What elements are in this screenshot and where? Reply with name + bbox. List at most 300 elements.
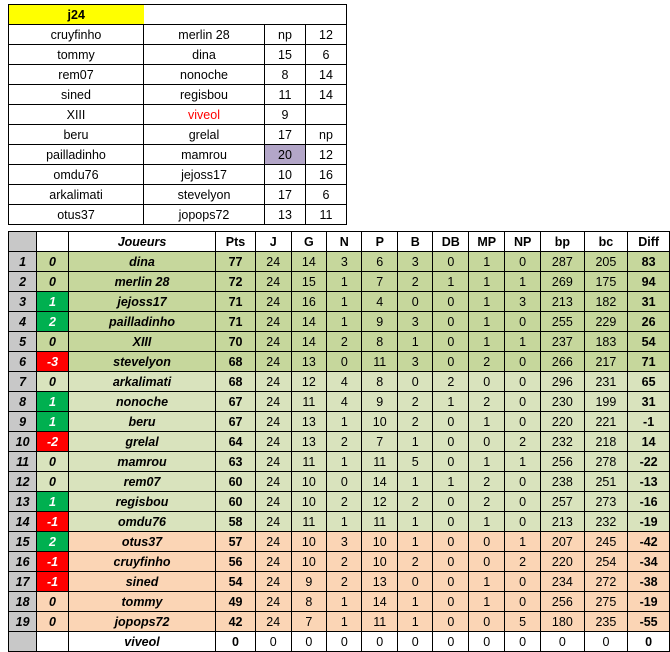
points-cell: 68 — [216, 372, 256, 392]
points-cell: 63 — [216, 452, 256, 472]
rank-cell: 17 — [9, 572, 37, 592]
rank-cell: 11 — [9, 452, 37, 472]
np-cell: 0 — [505, 392, 541, 412]
mp-cell: 0 — [469, 532, 505, 552]
match-home: beru — [9, 125, 144, 145]
draw-cell: 1 — [327, 612, 362, 632]
np-cell: 0 — [505, 372, 541, 392]
lost-cell: 11 — [362, 452, 398, 472]
bp-cell: 220 — [541, 412, 585, 432]
match-away-score: 14 — [306, 85, 347, 105]
points-cell: 72 — [216, 272, 256, 292]
db-cell: 0 — [433, 292, 469, 312]
match-away: merlin 28 — [144, 25, 265, 45]
player-name: tommy — [68, 592, 215, 612]
np-cell: 0 — [505, 312, 541, 332]
bonus-cell: 2 — [398, 392, 433, 412]
played-cell: 0 — [255, 632, 291, 652]
mp-cell: 0 — [469, 552, 505, 572]
match-row — [9, 65, 347, 85]
rank-cell: 16 — [9, 552, 37, 572]
bc-cell: 232 — [584, 512, 628, 532]
points-cell: 57 — [216, 532, 256, 552]
standings-row — [9, 632, 670, 652]
col-header-j: J — [255, 232, 291, 252]
match-away: viveol — [144, 105, 265, 125]
bp-cell: 232 — [541, 432, 585, 452]
standings-row — [9, 612, 670, 632]
diff-cell: -13 — [628, 472, 670, 492]
match-away-score: 6 — [306, 185, 347, 205]
bonus-cell: 2 — [398, 492, 433, 512]
matches-title-row — [9, 5, 347, 25]
played-cell: 24 — [255, 472, 291, 492]
match-home: omdu76 — [9, 165, 144, 185]
rank-cell: 12 — [9, 472, 37, 492]
bp-cell: 266 — [541, 352, 585, 372]
standings-row — [9, 332, 670, 352]
match-home: pailladinho — [9, 145, 144, 165]
rank-cell: 5 — [9, 332, 37, 352]
won-cell: 11 — [291, 452, 327, 472]
player-name: grelal — [68, 432, 215, 452]
draw-cell: 0 — [327, 632, 362, 652]
mp-cell: 2 — [469, 352, 505, 372]
draw-cell: 1 — [327, 592, 362, 612]
np-cell: 3 — [505, 292, 541, 312]
match-row — [9, 165, 347, 185]
played-cell: 24 — [255, 552, 291, 572]
db-cell: 0 — [433, 452, 469, 472]
bonus-cell: 3 — [398, 312, 433, 332]
played-cell: 24 — [255, 312, 291, 332]
match-home: cruyfinho — [9, 25, 144, 45]
bp-cell: 207 — [541, 532, 585, 552]
match-home-score: 11 — [265, 85, 306, 105]
diff-cell: -34 — [628, 552, 670, 572]
match-home-score: 13 — [265, 205, 306, 225]
db-cell: 0 — [433, 552, 469, 572]
np-cell: 0 — [505, 592, 541, 612]
mp-cell: 0 — [469, 612, 505, 632]
bp-cell: 287 — [541, 252, 585, 272]
np-cell: 0 — [505, 512, 541, 532]
played-cell: 24 — [255, 512, 291, 532]
np-cell: 0 — [505, 412, 541, 432]
player-name: pailladinho — [68, 312, 215, 332]
standings-row — [9, 392, 670, 412]
match-away-score: 11 — [306, 205, 347, 225]
bc-cell: 182 — [584, 292, 628, 312]
match-away: stevelyon — [144, 185, 265, 205]
lost-cell: 10 — [362, 532, 398, 552]
standings-row — [9, 512, 670, 532]
bonus-cell: 3 — [398, 252, 433, 272]
won-cell: 15 — [291, 272, 327, 292]
match-away-score: 12 — [306, 145, 347, 165]
match-away-score: 6 — [306, 45, 347, 65]
points-cell: 70 — [216, 332, 256, 352]
col-header-name: Joueurs — [68, 232, 215, 252]
draw-cell: 1 — [327, 452, 362, 472]
rank-cell: 9 — [9, 412, 37, 432]
standings-row — [9, 472, 670, 492]
mp-cell: 1 — [469, 292, 505, 312]
match-home: sined — [9, 85, 144, 105]
diff-cell: 31 — [628, 392, 670, 412]
bonus-cell: 1 — [398, 432, 433, 452]
match-row — [9, 205, 347, 225]
db-cell: 0 — [433, 512, 469, 532]
rank-cell: 13 — [9, 492, 37, 512]
np-cell: 1 — [505, 332, 541, 352]
db-cell: 0 — [433, 252, 469, 272]
bonus-cell: 1 — [398, 332, 433, 352]
draw-cell: 2 — [327, 572, 362, 592]
draw-cell: 1 — [327, 272, 362, 292]
bonus-cell: 2 — [398, 412, 433, 432]
move-cell: -1 — [37, 572, 69, 592]
played-cell: 24 — [255, 292, 291, 312]
draw-cell: 2 — [327, 552, 362, 572]
played-cell: 24 — [255, 272, 291, 292]
diff-cell: -19 — [628, 512, 670, 532]
match-home-score: 9 — [265, 105, 306, 125]
bonus-cell: 3 — [398, 352, 433, 372]
bonus-cell: 5 — [398, 452, 433, 472]
bc-cell: 251 — [584, 472, 628, 492]
np-cell: 0 — [505, 472, 541, 492]
bc-cell: 278 — [584, 452, 628, 472]
lost-cell: 10 — [362, 412, 398, 432]
move-cell: 1 — [37, 292, 69, 312]
match-home: rem07 — [9, 65, 144, 85]
standings-row — [9, 492, 670, 512]
diff-cell: -38 — [628, 572, 670, 592]
db-cell: 0 — [433, 532, 469, 552]
move-cell: 1 — [37, 492, 69, 512]
db-cell: 1 — [433, 272, 469, 292]
move-cell: 0 — [37, 472, 69, 492]
lost-cell: 9 — [362, 392, 398, 412]
diff-cell: 65 — [628, 372, 670, 392]
match-away-score: 16 — [306, 165, 347, 185]
bp-cell: 255 — [541, 312, 585, 332]
col-header-bp: bp — [541, 232, 585, 252]
match-away: nonoche — [144, 65, 265, 85]
won-cell: 11 — [291, 512, 327, 532]
lost-cell: 11 — [362, 512, 398, 532]
player-name: cruyfinho — [68, 552, 215, 572]
db-cell: 0 — [433, 412, 469, 432]
points-cell: 77 — [216, 252, 256, 272]
match-home-score: 15 — [265, 45, 306, 65]
lost-cell: 14 — [362, 592, 398, 612]
mp-cell: 1 — [469, 592, 505, 612]
db-cell: 1 — [433, 472, 469, 492]
match-away-score: 12 — [306, 25, 347, 45]
match-home-score: 17 — [265, 125, 306, 145]
standings-row — [9, 292, 670, 312]
lost-cell: 7 — [362, 432, 398, 452]
won-cell: 0 — [291, 632, 327, 652]
match-away: dina — [144, 45, 265, 65]
match-home: arkalimati — [9, 185, 144, 205]
mp-cell: 1 — [469, 412, 505, 432]
draw-cell: 2 — [327, 492, 362, 512]
match-home-score: 20 — [265, 145, 306, 165]
match-row — [9, 125, 347, 145]
lost-cell: 6 — [362, 252, 398, 272]
bc-cell: 0 — [584, 632, 628, 652]
points-cell: 60 — [216, 472, 256, 492]
played-cell: 24 — [255, 492, 291, 512]
points-cell: 67 — [216, 412, 256, 432]
diff-cell: -22 — [628, 452, 670, 472]
draw-cell: 4 — [327, 392, 362, 412]
lost-cell: 11 — [362, 612, 398, 632]
diff-cell: -1 — [628, 412, 670, 432]
match-away: mamrou — [144, 145, 265, 165]
bc-cell: 275 — [584, 592, 628, 612]
won-cell: 11 — [291, 392, 327, 412]
diff-cell: 31 — [628, 292, 670, 312]
draw-cell: 3 — [327, 252, 362, 272]
standings-row — [9, 432, 670, 452]
won-cell: 14 — [291, 312, 327, 332]
won-cell: 7 — [291, 612, 327, 632]
player-name: mamrou — [68, 452, 215, 472]
draw-cell: 1 — [327, 312, 362, 332]
np-cell: 0 — [505, 252, 541, 272]
bp-cell: 213 — [541, 512, 585, 532]
won-cell: 13 — [291, 352, 327, 372]
col-header-b: B — [398, 232, 433, 252]
diff-cell: -19 — [628, 592, 670, 612]
rank-cell: 3 — [9, 292, 37, 312]
standings-row — [9, 352, 670, 372]
db-cell: 0 — [433, 592, 469, 612]
bp-cell: 213 — [541, 292, 585, 312]
bonus-cell: 1 — [398, 512, 433, 532]
np-cell: 5 — [505, 612, 541, 632]
match-away-score — [306, 105, 347, 125]
move-cell — [37, 632, 69, 652]
lost-cell: 11 — [362, 352, 398, 372]
mp-cell: 1 — [469, 332, 505, 352]
move-cell: 0 — [37, 372, 69, 392]
played-cell: 24 — [255, 612, 291, 632]
diff-cell: -55 — [628, 612, 670, 632]
rank-cell: 10 — [9, 432, 37, 452]
move-cell: 0 — [37, 272, 69, 292]
points-cell: 54 — [216, 572, 256, 592]
won-cell: 16 — [291, 292, 327, 312]
match-home-score: 8 — [265, 65, 306, 85]
lost-cell: 7 — [362, 272, 398, 292]
points-cell: 56 — [216, 552, 256, 572]
col-header-bc: bc — [584, 232, 628, 252]
won-cell: 14 — [291, 332, 327, 352]
won-cell: 13 — [291, 412, 327, 432]
match-away: jejoss17 — [144, 165, 265, 185]
bc-cell: 218 — [584, 432, 628, 452]
played-cell: 24 — [255, 352, 291, 372]
match-home-score: 10 — [265, 165, 306, 185]
move-cell: 2 — [37, 532, 69, 552]
np-cell: 0 — [505, 632, 541, 652]
move-cell: 1 — [37, 412, 69, 432]
col-header-db: DB — [433, 232, 469, 252]
standings-row — [9, 592, 670, 612]
col-header-move — [37, 232, 69, 252]
points-cell: 60 — [216, 492, 256, 512]
bc-cell: 199 — [584, 392, 628, 412]
db-cell: 0 — [433, 352, 469, 372]
move-cell: 0 — [37, 612, 69, 632]
matches-title-filler — [265, 5, 306, 25]
bc-cell: 175 — [584, 272, 628, 292]
points-cell: 58 — [216, 512, 256, 532]
bc-cell: 205 — [584, 252, 628, 272]
np-cell: 1 — [505, 272, 541, 292]
player-name: sined — [68, 572, 215, 592]
rank-cell: 2 — [9, 272, 37, 292]
won-cell: 10 — [291, 492, 327, 512]
player-name: regisbou — [68, 492, 215, 512]
player-name: omdu76 — [68, 512, 215, 532]
draw-cell: 0 — [327, 472, 362, 492]
diff-cell: 14 — [628, 432, 670, 452]
bonus-cell: 0 — [398, 632, 433, 652]
move-cell: 0 — [37, 452, 69, 472]
player-name: nonoche — [68, 392, 215, 412]
bc-cell: 273 — [584, 492, 628, 512]
won-cell: 10 — [291, 532, 327, 552]
rank-cell — [9, 632, 37, 652]
player-name: XIII — [68, 332, 215, 352]
bp-cell: 237 — [541, 332, 585, 352]
col-header-rank — [9, 232, 37, 252]
journee-title: j24 — [9, 5, 144, 25]
move-cell: 0 — [37, 332, 69, 352]
move-cell: -2 — [37, 432, 69, 452]
move-cell: -1 — [37, 552, 69, 572]
rank-cell: 7 — [9, 372, 37, 392]
match-away-score: 14 — [306, 65, 347, 85]
won-cell: 13 — [291, 432, 327, 452]
won-cell: 8 — [291, 592, 327, 612]
np-cell: 1 — [505, 452, 541, 472]
mp-cell: 1 — [469, 572, 505, 592]
draw-cell: 1 — [327, 512, 362, 532]
match-away: jopops72 — [144, 205, 265, 225]
db-cell: 0 — [433, 492, 469, 512]
player-name: arkalimati — [68, 372, 215, 392]
col-header-n: N — [327, 232, 362, 252]
points-cell: 64 — [216, 432, 256, 452]
db-cell: 0 — [433, 612, 469, 632]
lost-cell: 0 — [362, 632, 398, 652]
mp-cell: 1 — [469, 252, 505, 272]
lost-cell: 14 — [362, 472, 398, 492]
col-header-pts: Pts — [216, 232, 256, 252]
draw-cell: 1 — [327, 412, 362, 432]
bonus-cell: 0 — [398, 572, 433, 592]
bp-cell: 180 — [541, 612, 585, 632]
points-cell: 0 — [216, 632, 256, 652]
standings-header — [9, 232, 670, 252]
rank-cell: 6 — [9, 352, 37, 372]
rank-cell: 18 — [9, 592, 37, 612]
col-header-np: NP — [505, 232, 541, 252]
won-cell: 9 — [291, 572, 327, 592]
player-name: rem07 — [68, 472, 215, 492]
bp-cell: 269 — [541, 272, 585, 292]
rank-cell: 4 — [9, 312, 37, 332]
match-home-score: np — [265, 25, 306, 45]
match-away: grelal — [144, 125, 265, 145]
np-cell: 0 — [505, 352, 541, 372]
played-cell: 24 — [255, 412, 291, 432]
bp-cell: 230 — [541, 392, 585, 412]
np-cell: 2 — [505, 552, 541, 572]
standings-row — [9, 272, 670, 292]
lost-cell: 8 — [362, 332, 398, 352]
played-cell: 24 — [255, 532, 291, 552]
diff-cell: 71 — [628, 352, 670, 372]
diff-cell: -42 — [628, 532, 670, 552]
bonus-cell: 2 — [398, 272, 433, 292]
diff-cell: 94 — [628, 272, 670, 292]
won-cell: 10 — [291, 472, 327, 492]
col-header-diff: Diff — [628, 232, 670, 252]
col-header-g: G — [291, 232, 327, 252]
bonus-cell: 1 — [398, 592, 433, 612]
db-cell: 2 — [433, 372, 469, 392]
db-cell: 1 — [433, 392, 469, 412]
move-cell: 2 — [37, 312, 69, 332]
player-name: otus37 — [68, 532, 215, 552]
played-cell: 24 — [255, 592, 291, 612]
mp-cell: 0 — [469, 372, 505, 392]
points-cell: 71 — [216, 292, 256, 312]
move-cell: -3 — [37, 352, 69, 372]
bc-cell: 245 — [584, 532, 628, 552]
standings-row — [9, 312, 670, 332]
mp-cell: 2 — [469, 492, 505, 512]
mp-cell: 1 — [469, 512, 505, 532]
bp-cell: 234 — [541, 572, 585, 592]
mp-cell: 1 — [469, 452, 505, 472]
player-name: stevelyon — [68, 352, 215, 372]
match-row — [9, 145, 347, 165]
won-cell: 14 — [291, 252, 327, 272]
db-cell: 0 — [433, 632, 469, 652]
draw-cell: 0 — [327, 352, 362, 372]
bc-cell: 217 — [584, 352, 628, 372]
diff-cell: 0 — [628, 632, 670, 652]
bc-cell: 235 — [584, 612, 628, 632]
won-cell: 10 — [291, 552, 327, 572]
db-cell: 0 — [433, 312, 469, 332]
np-cell: 0 — [505, 572, 541, 592]
mp-cell: 0 — [469, 432, 505, 452]
bp-cell: 0 — [541, 632, 585, 652]
move-cell: 1 — [37, 392, 69, 412]
bc-cell: 254 — [584, 552, 628, 572]
db-cell: 0 — [433, 332, 469, 352]
